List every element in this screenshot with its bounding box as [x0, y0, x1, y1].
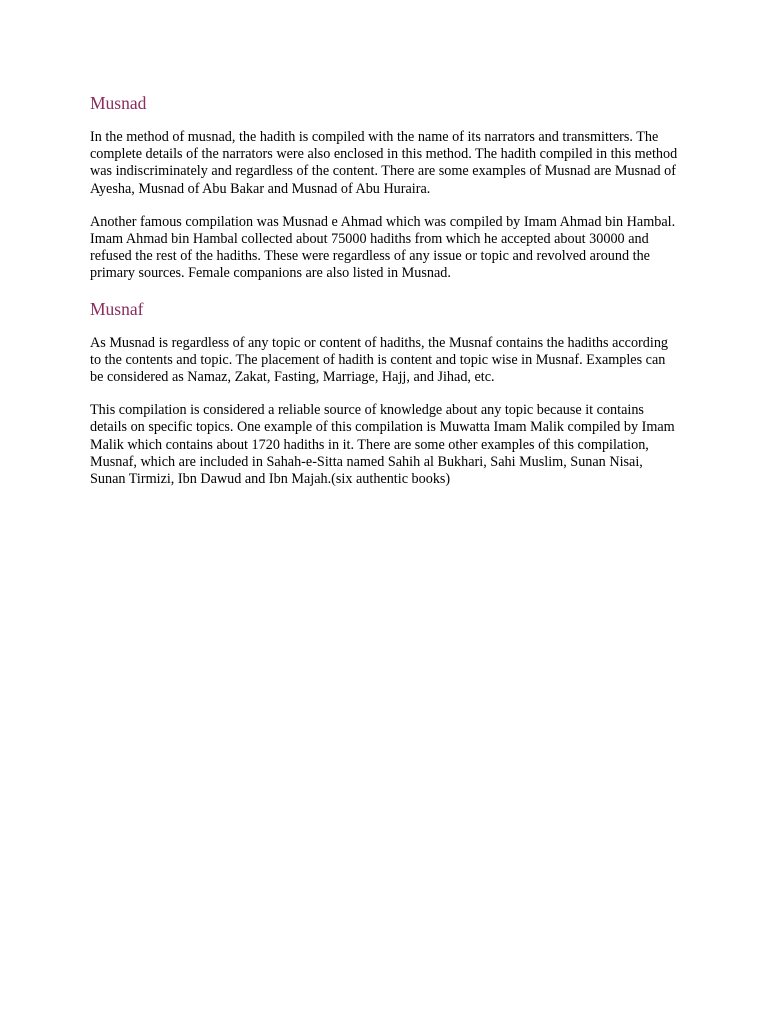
paragraph-musnaf-topics: As Musnad is regardless of any topic or content of hadiths, the Musnaf contains the hadiths according to the contents and topic. The placement of hadith is content and topic wise in Musnaf. Examples can be considered as Namaz, Zakat, Fasting, Marriage, Hajj, and Jihad, etc. — [90, 334, 669, 386]
section-heading-musnaf: Musnaf — [90, 298, 144, 319]
paragraph-musnad-method: In the method of musnad, the hadith is compiled with the name of its narrators and transmitters. The complete details of the narrators were also enclosed in this method. The hadith compiled in this method was indiscriminately and regardless of the content. There are some examples of Musnad are Musnad of Ayesha, Musnad of Abu Bakar and Musnad of Abu Huraira. — [90, 129, 678, 197]
paragraph-musnad-ahmad: Another famous compilation was Musnad e Ahmad which was compiled by Imam Ahmad bin Hambal. Imam Ahmad bin Hambal collected about 75000 hadiths from which he accepted about 30000 and refused the rest of the hadiths. These were regardless of any issue or topic and revolved around the primary sources. Female companions are also listed in Musnad. — [90, 213, 676, 282]
section-heading-musnad: Musnad — [90, 93, 147, 113]
paragraph-musnaf-examples: This compilation is considered a reliable source of knowledge about any topic because it contains details on specific topics. One example of this compilation is Muwatta Imam Malik compiled by Imam Malik which contains about 1720 hadiths in it. There are some other examples of this compilation, Musnaf, which are included in Sahah-e-Sitta named Sahih al Bukhari, Sahi Muslim, Sunan Nisai, Sunan Tirmizi, Ibn Dawud and Ibn Majah.(six authentic books) — [90, 402, 675, 488]
